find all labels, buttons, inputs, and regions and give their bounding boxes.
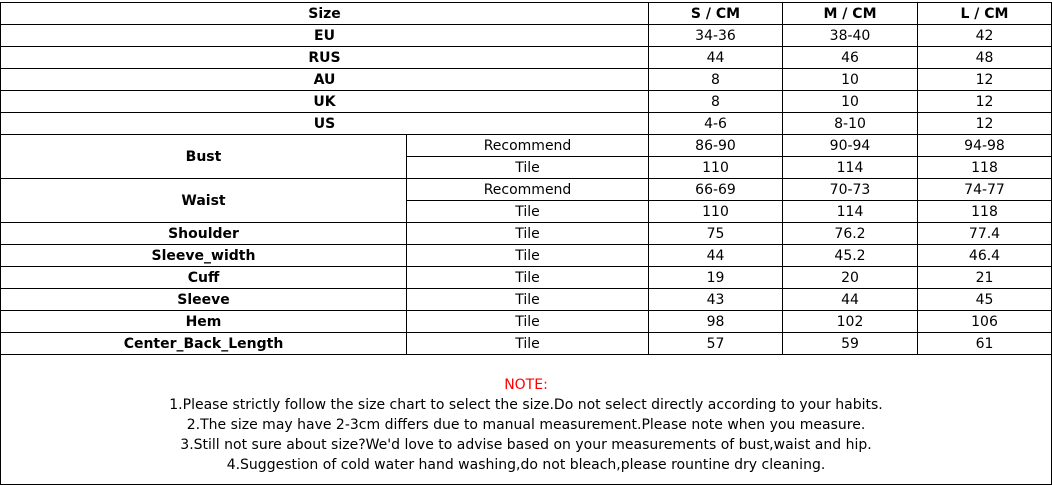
- cell-l: 94-98: [918, 135, 1052, 157]
- cell-s: 86-90: [649, 135, 783, 157]
- cell-m: 76.2: [783, 223, 918, 245]
- row-label: Sleeve: [1, 289, 407, 311]
- table-row: [1, 91, 1052, 113]
- row-label: Waist: [1, 179, 407, 223]
- row-label: UK: [1, 91, 649, 113]
- row-sublabel: Tile: [407, 245, 649, 267]
- table-row: [1, 47, 1052, 69]
- cell-s: 75: [649, 223, 783, 245]
- cell-l: 74-77: [918, 179, 1052, 201]
- note-line-3: 3.Still not sure about size?We'd love to advise based on your measurements of bust,waist and hip.: [180, 437, 872, 453]
- cell-l: 46.4: [918, 245, 1052, 267]
- cell-m: 114: [783, 201, 918, 223]
- row-label: Center_Back_Length: [1, 333, 407, 355]
- row-label: Sleeve_width: [1, 245, 407, 267]
- row-sublabel: Recommend: [407, 135, 649, 157]
- cell-s: 8: [649, 91, 783, 113]
- header-m: M / CM: [783, 3, 918, 25]
- cell-s: 44: [649, 245, 783, 267]
- cell-s: 66-69: [649, 179, 783, 201]
- table-row: [1, 333, 1052, 355]
- cell-s: 34-36: [649, 25, 783, 47]
- row-label: Shoulder: [1, 223, 407, 245]
- cell-l: 106: [918, 311, 1052, 333]
- table-row: [1, 223, 1052, 245]
- cell-s: 19: [649, 267, 783, 289]
- table-row: [1, 69, 1052, 91]
- row-sublabel: Tile: [407, 223, 649, 245]
- cell-s: 57: [649, 333, 783, 355]
- cell-s: 110: [649, 157, 783, 179]
- header-size: Size: [1, 3, 649, 25]
- cell-m: 59: [783, 333, 918, 355]
- size-chart-table: [0, 2, 1052, 355]
- row-sublabel: Tile: [407, 333, 649, 355]
- cell-l: 12: [918, 69, 1052, 91]
- cell-s: 44: [649, 47, 783, 69]
- cell-m: 10: [783, 91, 918, 113]
- row-sublabel: Tile: [407, 201, 649, 223]
- cell-l: 45: [918, 289, 1052, 311]
- cell-m: 90-94: [783, 135, 918, 157]
- row-sublabel: Recommend: [407, 179, 649, 201]
- cell-s: 4-6: [649, 113, 783, 135]
- note-line-4: 4.Suggestion of cold water hand washing,do not bleach,please rountine dry cleaning.: [226, 457, 826, 473]
- row-sublabel: Tile: [407, 267, 649, 289]
- cell-m: 45.2: [783, 245, 918, 267]
- table-row: [1, 135, 1052, 157]
- table-row: [1, 289, 1052, 311]
- cell-m: 44: [783, 289, 918, 311]
- row-label: Bust: [1, 135, 407, 179]
- table-row: [1, 25, 1052, 47]
- cell-l: 12: [918, 113, 1052, 135]
- cell-s: 8: [649, 69, 783, 91]
- table-row: [1, 311, 1052, 333]
- cell-m: 8-10: [783, 113, 918, 135]
- row-label: Hem: [1, 311, 407, 333]
- row-label: AU: [1, 69, 649, 91]
- note-line-2: 2.The size may have 2-3cm differs due to manual measurement.Please note when you measure.: [186, 417, 866, 433]
- header-s: S / CM: [649, 3, 783, 25]
- row-sublabel: Tile: [407, 157, 649, 179]
- cell-m: 114: [783, 157, 918, 179]
- row-label: US: [1, 113, 649, 135]
- row-sublabel: Tile: [407, 289, 649, 311]
- cell-l: 42: [918, 25, 1052, 47]
- cell-l: 118: [918, 201, 1052, 223]
- table-row: [1, 245, 1052, 267]
- table-row: [1, 267, 1052, 289]
- cell-l: 61: [918, 333, 1052, 355]
- header-l: L / CM: [918, 3, 1052, 25]
- cell-l: 118: [918, 157, 1052, 179]
- cell-m: 10: [783, 69, 918, 91]
- cell-m: 38-40: [783, 25, 918, 47]
- header-row: [1, 3, 1052, 25]
- care-note-box: [0, 354, 1052, 485]
- row-label: RUS: [1, 47, 649, 69]
- cell-m: 102: [783, 311, 918, 333]
- cell-m: 46: [783, 47, 918, 69]
- cell-l: 48: [918, 47, 1052, 69]
- table-row: [1, 113, 1052, 135]
- cell-l: 21: [918, 267, 1052, 289]
- cell-l: 77.4: [918, 223, 1052, 245]
- cell-l: 12: [918, 91, 1052, 113]
- row-label: EU: [1, 25, 649, 47]
- row-sublabel: Tile: [407, 311, 649, 333]
- table-row: [1, 179, 1052, 201]
- cell-s: 43: [649, 289, 783, 311]
- note-title: NOTE:: [504, 377, 548, 393]
- row-label: Cuff: [1, 267, 407, 289]
- cell-s: 110: [649, 201, 783, 223]
- cell-m: 70-73: [783, 179, 918, 201]
- note-line-1: 1.Please strictly follow the size chart to select the size.Do not select directly according to your habits.: [169, 397, 883, 413]
- cell-s: 98: [649, 311, 783, 333]
- cell-m: 20: [783, 267, 918, 289]
